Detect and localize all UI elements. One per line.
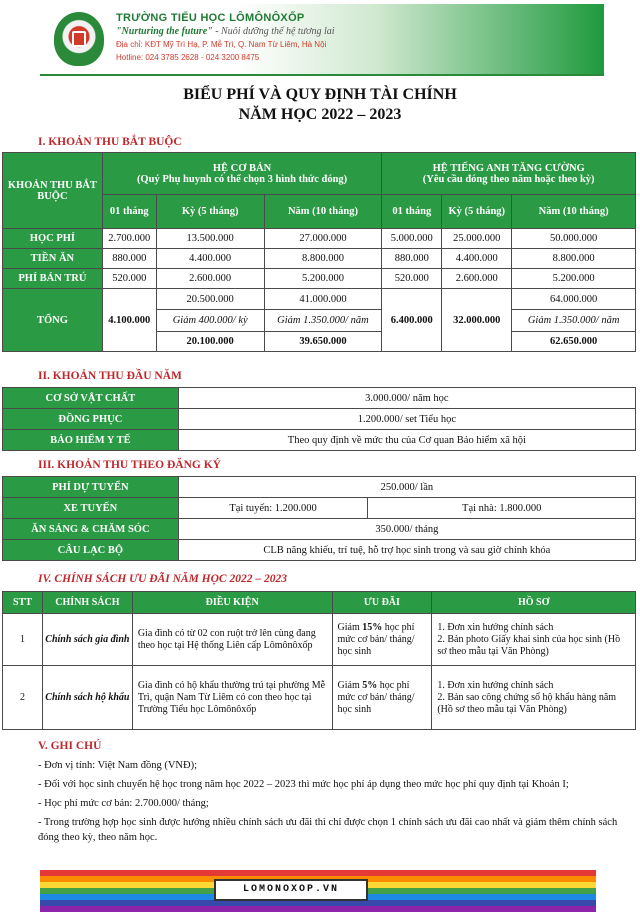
registration-fees-table: [2, 476, 636, 561]
period-header: Năm (10 tháng): [512, 195, 636, 229]
note-item: - Trong trường hợp học sinh được hưởng nhiều chính sách ưu đãi thì chỉ được chọn 1 chính sách ưu đãi cao nhất và giảm thêm chính sách đóng theo kỳ, theo năm học.: [38, 817, 618, 843]
cell: 880.000: [382, 249, 442, 269]
cell: Theo quy định về mức thu của Cơ quan Bảo hiểm xã hội: [178, 430, 635, 451]
total-english-year-gross: 64.000.000: [512, 289, 636, 310]
header-basic: HỆ CƠ BẢN (Quý Phụ huynh có thể chọn 3 hình thức đóng): [102, 153, 382, 195]
row-label: PHÍ DỰ TUYỂN: [3, 477, 179, 498]
school-header: [40, 4, 604, 76]
cell: Chính sách gia đình: [42, 614, 132, 666]
note-item: - Học phí mức cơ bản: 2.700.000/ tháng;: [38, 798, 209, 809]
section-4-heading: IV. CHÍNH SÁCH ƯU ĐÃI NĂM HỌC 2022 – 2023: [38, 573, 287, 585]
header-policy: CHÍNH SÁCH: [42, 592, 132, 614]
cell: 3.000.000/ năm học: [178, 388, 635, 409]
section-3-heading: III. KHOẢN THU THEO ĐĂNG KÝ: [38, 459, 221, 471]
school-address: Địa chỉ: KĐT Mỹ Trì Hạ, P. Mễ Trì, Q. Nam Từ Liêm, Hà Nội: [116, 40, 327, 49]
cell: 5.200.000: [512, 269, 636, 289]
cell: 250.000/ lần: [178, 477, 635, 498]
section-2-heading: II. KHOẢN THU ĐẦU NĂM: [38, 370, 182, 382]
header-benefit: ƯU ĐÃI: [332, 592, 432, 614]
mandatory-fees-table: [2, 152, 636, 352]
cell: 27.000.000: [264, 229, 382, 249]
total-basic-term-gross: 20.500.000: [156, 289, 264, 310]
website-link[interactable]: LOMONOXOP.VN: [214, 879, 368, 901]
cell: Tại tuyến: 1.200.000: [178, 498, 368, 519]
total-basic-month: 4.100.000: [102, 289, 156, 352]
cell: 520.000: [102, 269, 156, 289]
section-1-heading: I. KHOẢN THU BẮT BUỘC: [38, 136, 182, 148]
total-basic-year-gross: 41.000.000: [264, 289, 382, 310]
period-header: 01 tháng: [102, 195, 156, 229]
cell: Gia đình có từ 02 con ruột trở lên cùng đang theo học tại Hệ thống Liên cấp Lômônôxốp: [132, 614, 332, 666]
cell: Giảm 5% học phí mức cơ bản/ tháng/ học sinh: [332, 666, 432, 730]
total-basic-term-net: 20.100.000: [156, 332, 264, 352]
table-row: [3, 519, 636, 540]
cell: 5.000.000: [382, 229, 442, 249]
table-row: [3, 666, 636, 730]
cell: 50.000.000: [512, 229, 636, 249]
table-row: [3, 498, 636, 519]
cell: 1.200.000/ set Tiểu học: [178, 409, 635, 430]
cell: CLB năng khiếu, trí tuệ, hỗ trợ học sinh trong và sau giờ chính khóa: [178, 540, 635, 561]
row-label: PHÍ BÁN TRÚ: [3, 269, 103, 289]
total-english-year-net: 62.650.000: [512, 332, 636, 352]
cell: 5.200.000: [264, 269, 382, 289]
cell: 2.700.000: [102, 229, 156, 249]
section-5-heading: V. GHI CHÚ: [38, 740, 102, 752]
row-label: ĂN SÁNG & CHĂM SÓC: [3, 519, 179, 540]
cell: 2.600.000: [156, 269, 264, 289]
table-row: [3, 430, 636, 451]
row-label: CƠ SỞ VẬT CHẤT: [3, 388, 179, 409]
table-row: [3, 614, 636, 666]
total-english-month: 6.400.000: [382, 289, 442, 352]
school-logo: [54, 12, 104, 66]
cell: 350.000/ tháng: [178, 519, 635, 540]
row-label: CÂU LẠC BỘ: [3, 540, 179, 561]
period-header: Kỳ (5 tháng): [442, 195, 512, 229]
school-name: TRƯỜNG TIỂU HỌC LÔMÔNÔXỐP: [116, 12, 305, 24]
table-row: [3, 477, 636, 498]
header-stt: STT: [3, 592, 43, 614]
cell: 520.000: [382, 269, 442, 289]
cell: 2.600.000: [442, 269, 512, 289]
school-motto: "Nurturing the future" - Nuôi dưỡng thế hệ tương lai: [116, 26, 335, 37]
note-item: - Đối với học sinh chuyển hệ học trong năm học 2022 – 2023 thì mức học phí áp dụng theo mức học phí quy định tại Khoản I;: [38, 779, 569, 790]
header-condition: ĐIỀU KIỆN: [132, 592, 332, 614]
header-english: HỆ TIẾNG ANH TĂNG CƯỜNG (Yêu cầu đóng theo năm hoặc theo kỳ): [382, 153, 636, 195]
cell: 2: [3, 666, 43, 730]
table-row: [3, 229, 636, 249]
cell: 1: [3, 614, 43, 666]
cell: 1. Đơn xin hưởng chính sách 2. Bản sao công chứng sổ hộ khẩu hàng năm (Hồ sơ theo mẫu tại Văn Phòng): [432, 666, 636, 730]
cell: 4.400.000: [156, 249, 264, 269]
cell: 25.000.000: [442, 229, 512, 249]
total-basic-term-discount: Giảm 400.000/ kỳ: [156, 310, 264, 332]
page-title: BIỂU PHÍ VÀ QUY ĐỊNH TÀI CHÍNH: [183, 86, 457, 103]
table-row: [3, 249, 636, 269]
header-fee-type: KHOẢN THU BẮT BUỘC: [3, 153, 103, 229]
row-label: HỌC PHÍ: [3, 229, 103, 249]
row-label: XE TUYẾN: [3, 498, 179, 519]
cell: Tại nhà: 1.800.000: [368, 498, 636, 519]
cell: Giảm 15% học phí mức cơ bản/ tháng/ học sinh: [332, 614, 432, 666]
total-basic-year-discount: Giảm 1.350.000/ năm: [264, 310, 382, 332]
cell: 8.800.000: [264, 249, 382, 269]
cell: 880.000: [102, 249, 156, 269]
period-header: Năm (10 tháng): [264, 195, 382, 229]
cell: 13.500.000: [156, 229, 264, 249]
table-row: [3, 269, 636, 289]
school-hotline: Hotline: 024 3785 2628 - 024 3200 8475: [116, 53, 260, 62]
cell: Chính sách hộ khẩu: [42, 666, 132, 730]
notes-list: [38, 758, 633, 849]
total-label: TỔNG: [3, 289, 103, 352]
table-row: [3, 409, 636, 430]
cell: 8.800.000: [512, 249, 636, 269]
header-documents: HỒ SƠ: [432, 592, 636, 614]
total-english-term: 32.000.000: [442, 289, 512, 352]
start-year-fees-table: [2, 387, 636, 451]
period-header: 01 tháng: [382, 195, 442, 229]
cell: 1. Đơn xin hưởng chính sách 2. Bản photo Giấy khai sinh của học sinh (Hồ sơ theo mẫu tại Văn Phòng): [432, 614, 636, 666]
page-subtitle: NĂM HỌC 2022 – 2023: [238, 106, 402, 123]
table-row: [3, 540, 636, 561]
note-item: - Đơn vị tính: Việt Nam đồng (VNĐ);: [38, 760, 198, 771]
row-label: TIỀN ĂN: [3, 249, 103, 269]
incentive-policy-table: [2, 591, 636, 730]
row-label: BẢO HIỂM Y TẾ: [3, 430, 179, 451]
total-basic-year-net: 39.650.000: [264, 332, 382, 352]
row-label: ĐỒNG PHỤC: [3, 409, 179, 430]
cell: Gia đình có hộ khẩu thường trú tại phường Mễ Trì, quận Nam Từ Liêm có con theo học tại Trường Tiểu học Lômônôxốp: [132, 666, 332, 730]
cell: 4.400.000: [442, 249, 512, 269]
total-english-year-discount: Giảm 1.350.000/ năm: [512, 310, 636, 332]
period-header: Kỳ (5 tháng): [156, 195, 264, 229]
table-row: [3, 388, 636, 409]
